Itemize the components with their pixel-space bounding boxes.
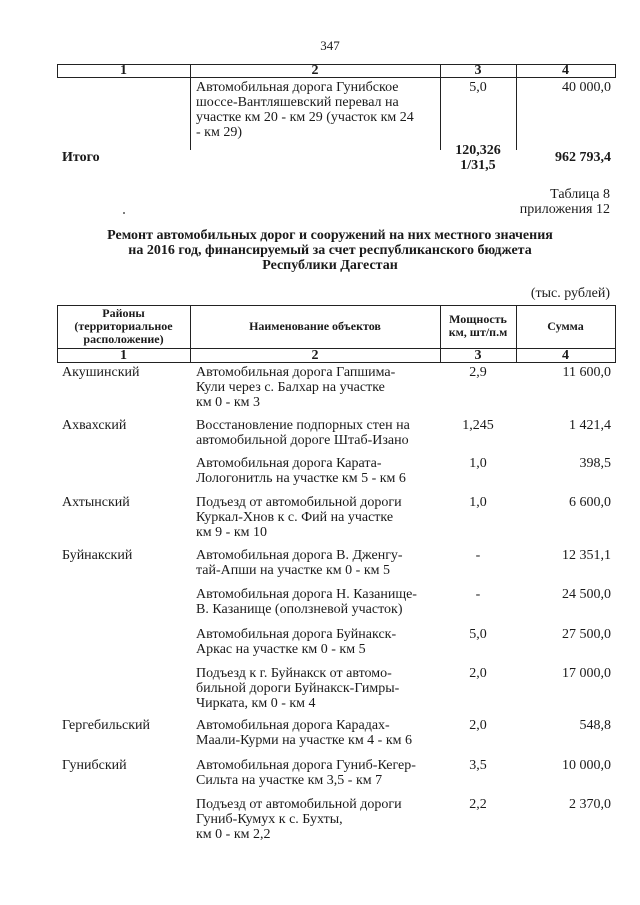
capacity-value: 5,0 (469, 627, 487, 642)
object-name: Подъезд от автомобильной дороги Гуниб-Кумух к с. Бухты, км 0 - км 2,2 (196, 797, 402, 842)
column-number-4: 4 (562, 63, 569, 78)
capacity-value: 2,2 (469, 797, 487, 812)
sum-value: 548,8 (579, 718, 611, 733)
object-name: Автомобильная дорога Гуниб-Кегер- Сильта на участке км 3,5 - км 7 (196, 758, 416, 788)
sum-value: 24 500,0 (562, 587, 611, 602)
stray-mark (123, 212, 125, 214)
capacity-value: 2,0 (469, 718, 487, 733)
column-number-3: 3 (474, 63, 482, 78)
sum-value: 398,5 (579, 456, 611, 471)
object-name: Автомобильная дорога Карата- Лологонитль на участке км 5 - км 6 (196, 456, 406, 486)
page-title: Ремонт автомобильных дорог и сооружений на них местного значения на 2016 год, финансируемый за счет республиканского бюджета Республики Дагестан (107, 228, 553, 273)
object-name: Подъезд от автомобильной дороги Куркал-Хнов к с. Фий на участке км 9 - км 10 (196, 495, 402, 540)
district-name: Акушинский (62, 365, 140, 380)
capacity-value: 2,9 (469, 365, 487, 380)
table-caption: Таблица 8 приложения 12 (519, 187, 610, 217)
capacity-value: 2,0 (469, 666, 487, 681)
object-name: Автомобильная дорога Гапшима- Кули через с. Балхар на участке км 0 - км 3 (196, 365, 396, 410)
capacity-value: 1,245 (462, 418, 494, 433)
column-number-3: 3 (474, 348, 482, 363)
capacity-value: - (475, 587, 481, 602)
unit-note: (тыс. рублей) (530, 286, 610, 301)
total-label: Итого (62, 150, 100, 165)
total-capacity: 120,326 1/31,5 (455, 143, 501, 173)
capacity-value: 1,0 (469, 456, 487, 471)
sum-value: 17 000,0 (562, 666, 611, 681)
total-sum: 962 793,4 (555, 150, 611, 165)
object-name: Автомобильная дорога Карадах- Маали-Курми на участке км 4 - км 6 (196, 718, 413, 748)
district-name: Буйнакский (62, 548, 133, 563)
column-number-1: 1 (120, 348, 127, 363)
header-object: Наименование объектов (249, 319, 381, 333)
sum-value: 10 000,0 (562, 758, 611, 773)
district-name: Ахтынский (62, 495, 130, 510)
column-number-1: 1 (120, 63, 127, 78)
capacity-value: 5,0 (469, 80, 487, 95)
sum-value: 1 421,4 (569, 418, 611, 433)
header-capacity: Мощность км, шт/п.м (448, 312, 508, 339)
district-name: Гунибский (62, 758, 127, 773)
object-name: Автомобильная дорога Н. Казанище- В. Казанище (оползневой участок) (196, 587, 417, 617)
sum-value: 6 600,0 (569, 495, 611, 510)
column-number-2: 2 (311, 63, 319, 78)
sum-value: 2 370,0 (569, 797, 611, 812)
sum-value: 11 600,0 (562, 365, 611, 380)
column-number-2: 2 (311, 348, 319, 363)
capacity-value: 1,0 (469, 495, 487, 510)
sum-value: 12 351,1 (562, 548, 611, 563)
sum-value: 27 500,0 (562, 627, 611, 642)
capacity-value: 3,5 (469, 758, 487, 773)
header-sum: Сумма (547, 319, 584, 333)
object-name: Подъезд к г. Буйнакск от автомо- бильной дороги Буйнакск-Гимры- Чирката, км 0 - км 4 (196, 666, 400, 711)
object-name: Автомобильная дорога Гунибское шоссе-Вантляшевский перевал на участке км 20 - км 29 (участок км 24 - км 29) (196, 80, 414, 140)
object-name: Автомобильная дорога В. Дженгу- тай-Апши на участке км 0 - км 5 (196, 548, 403, 578)
page-number: 347 (320, 38, 340, 53)
sum-value: 40 000,0 (562, 80, 611, 95)
object-name: Восстановление подпорных стен на автомобильной дороге Штаб-Изано (196, 418, 410, 448)
capacity-value: - (475, 548, 481, 563)
district-name: Гергебильский (62, 718, 150, 733)
column-number-4: 4 (562, 348, 569, 363)
object-name: Автомобильная дорога Буйнакск- Аркас на участке км 0 - км 5 (196, 627, 397, 657)
header-district: Районы (территориальное расположение) (74, 306, 173, 346)
district-name: Ахвахский (62, 418, 127, 433)
